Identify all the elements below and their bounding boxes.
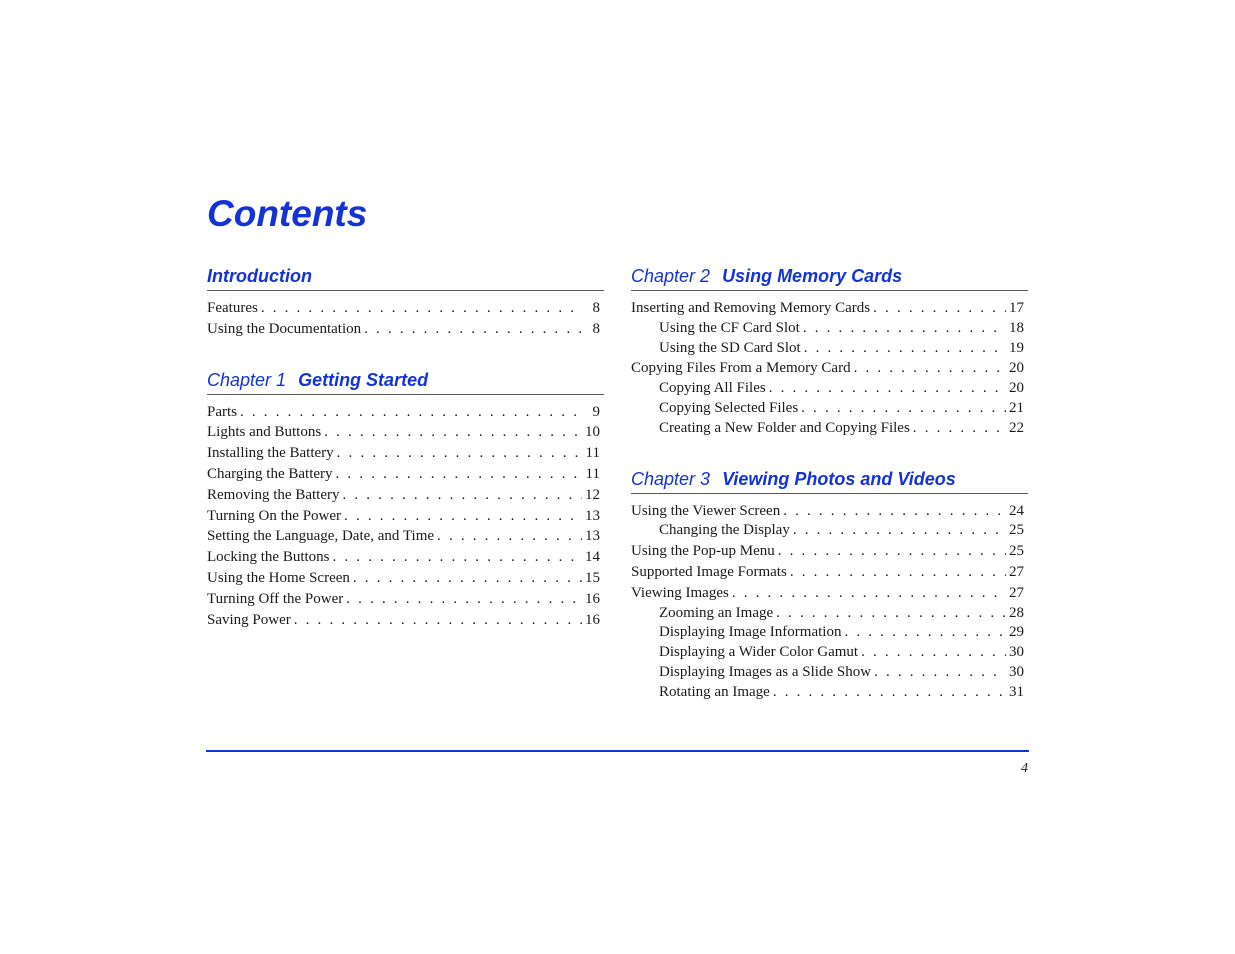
toc-entry-turning-off-the-power[interactable]: [207, 589, 604, 610]
toc-entry-page: 20: [1009, 360, 1024, 377]
dot-leader: [346, 589, 582, 610]
toc-entry-text: Using the Viewer Screen: [631, 502, 781, 519]
toc-entry-copying-selected-files[interactable]: [631, 399, 1028, 419]
section-title: Getting Started: [298, 369, 429, 390]
toc-entry-text: Features: [207, 300, 258, 316]
toc-entry-using-popup-menu[interactable]: [631, 541, 1028, 562]
toc-entry-text: Copying All Files: [659, 380, 766, 397]
section-heading: [631, 467, 1028, 494]
toc-entry-page: 28: [1009, 604, 1024, 621]
toc-entry-text: Using the CF Card Slot: [659, 319, 800, 336]
dot-leader: [732, 583, 1006, 604]
toc-entry-installing-the-battery[interactable]: [207, 443, 604, 464]
toc-entry-page: 25: [1009, 522, 1024, 539]
toc-entry-page: 30: [1009, 663, 1024, 680]
toc-entry-page: 18: [1009, 319, 1024, 336]
toc-entry-text: Using the SD Card Slot: [659, 339, 801, 356]
dot-leader: [803, 319, 1006, 339]
toc-entry-page: 11: [585, 445, 600, 462]
toc-entry-page: 27: [1009, 584, 1024, 601]
toc-entry-text: Zooming an Image: [659, 604, 774, 621]
toc-entry-text: Displaying Images as a Slide Show: [659, 663, 872, 680]
dot-leader: [778, 541, 1006, 562]
dot-leader: [261, 298, 583, 319]
toc-entry-turning-on-the-power[interactable]: [207, 506, 604, 527]
toc-entry-displaying-slide-show[interactable]: [631, 663, 1028, 683]
toc-entry-inserting-removing-memory-cards[interactable]: [631, 298, 1028, 319]
toc-entry-page: 13: [585, 507, 600, 524]
toc-entry-using-viewer-screen[interactable]: [631, 501, 1028, 522]
toc-entry-page: 19: [1009, 339, 1024, 356]
dot-leader: [336, 464, 583, 485]
toc-entry-list: [631, 494, 1028, 703]
toc-entry-page: 21: [1009, 399, 1024, 416]
toc-entry-text: Changing the Display: [659, 522, 790, 539]
dot-leader: [790, 562, 1006, 583]
toc-entry-text: Parts: [207, 403, 237, 420]
toc-entry-page: 27: [1009, 563, 1024, 580]
toc-entry-features[interactable]: [207, 298, 604, 319]
toc-entry-creating-new-folder[interactable]: [631, 419, 1028, 439]
footer-divider: [206, 750, 1029, 752]
toc-entry-text: Removing the Battery: [207, 486, 340, 503]
toc-entry-list: [207, 395, 604, 631]
toc-entry-page: 16: [585, 590, 600, 607]
toc-entry-zooming-an-image[interactable]: [631, 604, 1028, 624]
toc-entry-text: Installing the Battery: [207, 445, 334, 462]
toc-entry-text: Using the Documentation: [207, 320, 362, 337]
toc-entry-using-the-home-screen[interactable]: [207, 568, 604, 589]
toc-entry-text: Turning Off the Power: [207, 590, 344, 607]
toc-section-introduction: [207, 264, 604, 340]
chapter-label: Chapter 1: [207, 369, 287, 390]
toc-entry-page: 29: [1009, 624, 1024, 641]
dot-leader: [769, 379, 1006, 399]
section-title: Viewing Photos and Videos: [722, 468, 956, 489]
toc-entry-text: Inserting and Removing Memory Cards: [631, 300, 871, 316]
toc-entry-page: 30: [1009, 644, 1024, 661]
toc-entry-text: Lights and Buttons: [207, 424, 322, 441]
dot-leader: [861, 643, 1006, 663]
toc-entry-page: 8: [592, 320, 600, 337]
toc-entry-text: Saving Power: [207, 611, 291, 628]
toc-entry-parts[interactable]: [207, 402, 604, 423]
section-title: Introduction: [207, 266, 312, 286]
toc-entry-page: 17: [1009, 300, 1024, 316]
dot-leader: [776, 604, 1006, 624]
toc-entry-list: [207, 291, 604, 340]
toc-entry-charging-the-battery[interactable]: [207, 464, 604, 485]
toc-entry-page: 16: [585, 611, 600, 628]
toc-entry-page: 11: [585, 465, 600, 482]
dot-leader: [874, 663, 1006, 683]
toc-entry-page: 24: [1009, 502, 1024, 519]
dot-leader: [364, 319, 583, 340]
section-heading: [631, 264, 1028, 291]
toc-entry-copying-all-files[interactable]: [631, 379, 1028, 399]
section-heading: [207, 264, 604, 291]
section-heading: [207, 368, 604, 395]
toc-entry-displaying-image-information[interactable]: [631, 623, 1028, 643]
dot-leader: [344, 506, 582, 527]
toc-entry-using-sd-card-slot[interactable]: [631, 339, 1028, 359]
section-title: Using Memory Cards: [722, 266, 903, 286]
dot-leader: [873, 298, 1006, 319]
toc-section-chapter-2: [631, 264, 1028, 439]
toc-entry-changing-the-display[interactable]: [631, 521, 1028, 541]
dot-leader: [801, 399, 1006, 419]
toc-entry-text: Creating a New Folder and Copying Files: [659, 419, 910, 436]
dot-leader: [773, 683, 1006, 703]
toc-entry-locking-the-buttons[interactable]: [207, 547, 604, 568]
toc-entry-text: Charging the Battery: [207, 465, 333, 482]
toc-entry-page: 15: [585, 569, 600, 586]
toc-entry-removing-the-battery[interactable]: [207, 485, 604, 506]
toc-entry-text: Using the Home Screen: [207, 569, 350, 586]
toc-entry-text: Using the Pop-up Menu: [631, 543, 775, 560]
toc-entry-supported-image-formats[interactable]: [631, 562, 1028, 583]
dot-leader: [437, 526, 582, 547]
toc-entry-text: Displaying Image Information: [659, 624, 842, 641]
dot-leader: [913, 419, 1006, 439]
toc-entry-text: Copying Selected Files: [659, 399, 799, 416]
page-number: 4: [1021, 761, 1028, 776]
toc-entry-text: Supported Image Formats: [631, 563, 787, 580]
toc-entry-text: Rotating an Image: [659, 683, 770, 700]
toc-entry-displaying-wider-color-gamut[interactable]: [631, 643, 1028, 663]
toc-entry-page: 8: [592, 300, 600, 316]
toc-entry-copying-files-from-memory-card[interactable]: [631, 358, 1028, 379]
toc-entry-text: Locking the Buttons: [207, 549, 330, 566]
toc-column-left: [207, 264, 604, 658]
dot-leader: [783, 501, 1006, 522]
dot-leader: [324, 422, 582, 443]
toc-entry-text: Viewing Images: [631, 584, 729, 601]
toc-entry-using-the-documentation[interactable]: [207, 319, 604, 340]
toc-entry-viewing-images[interactable]: [631, 583, 1028, 604]
dot-leader: [337, 443, 583, 464]
toc-entry-using-cf-card-slot[interactable]: [631, 319, 1028, 339]
toc-entry-page: 10: [585, 424, 600, 441]
toc-section-chapter-3: [631, 467, 1028, 703]
toc-section-chapter-1: [207, 368, 604, 631]
toc-entry-list: [631, 291, 1028, 439]
toc-entry-lights-and-buttons[interactable]: [207, 422, 604, 443]
toc-column-right: [631, 264, 1028, 731]
dot-leader: [804, 339, 1006, 359]
dot-leader: [793, 521, 1006, 541]
toc-entry-text: Copying Files From a Memory Card: [631, 360, 851, 377]
toc-entry-rotating-an-image[interactable]: [631, 683, 1028, 703]
toc-entry-saving-power[interactable]: [207, 610, 604, 631]
dot-leader: [333, 547, 583, 568]
dot-leader: [353, 568, 582, 589]
toc-entry-page: 13: [585, 528, 600, 545]
toc-entry-page: 20: [1009, 380, 1024, 397]
toc-entry-setting-language-date-time[interactable]: [207, 526, 604, 547]
page-title: Contents: [207, 193, 368, 234]
dot-leader: [294, 610, 582, 631]
toc-entry-text: Setting the Language, Date, and Time: [207, 528, 435, 545]
chapter-label: Chapter 2: [631, 266, 711, 286]
toc-entry-page: 14: [585, 549, 600, 566]
dot-leader: [342, 485, 582, 506]
toc-entry-text: Displaying a Wider Color Gamut: [659, 644, 859, 661]
dot-leader: [240, 402, 583, 423]
toc-entry-page: 9: [592, 403, 600, 420]
toc-entry-page: 12: [585, 486, 600, 503]
dot-leader: [854, 358, 1006, 379]
toc-entry-text: Turning On the Power: [207, 507, 342, 524]
dot-leader: [844, 623, 1006, 643]
toc-entry-page: 22: [1009, 419, 1024, 436]
toc-entry-page: 31: [1009, 683, 1024, 700]
toc-entry-page: 25: [1009, 543, 1024, 560]
chapter-label: Chapter 3: [631, 468, 711, 489]
